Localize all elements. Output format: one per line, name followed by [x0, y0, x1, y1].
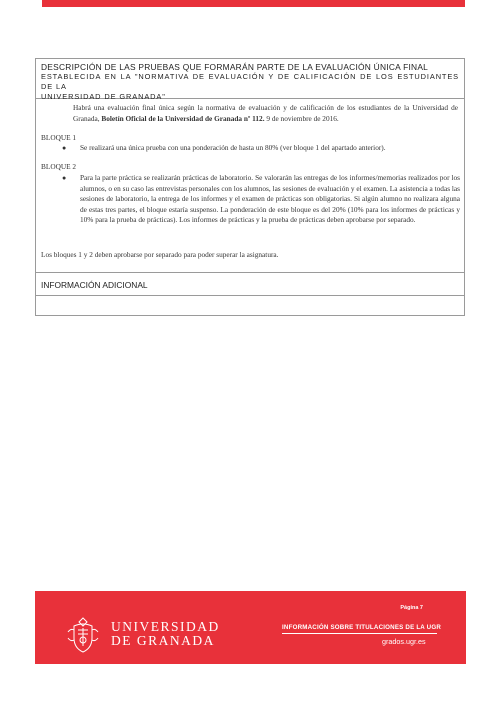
- intro-line2-post: 9 de noviembre de 2016.: [264, 113, 339, 123]
- bloque2-item: Para la parte práctica se realizarán prácticas de laboratorio. Se valorarán las entregas de los informes/memorias realizados por los alumnos, o en su caso las entrevistas personales con los alumnos, las sesiones de evaluación y el examen. La asistencia a todas las sesiones de laboratorio, la entrega de los informes y el examen de prácticas son obligatorias. Si algún alumno no realizara alguna de estas tres partes, el bloque estaría suspenso. La ponderación de este bloque es del 20% (10% para los informes de prácticas y 10% para la prueba de prácticas). Los informes de prácticas y la prueba de prácticas deben aprobarse por separado.: [80, 173, 460, 225]
- intro-line2-pre: Universidad de Granada,: [73, 103, 458, 123]
- intro-paragraph: [73, 103, 458, 124]
- page-number: Página 7: [400, 605, 423, 611]
- university-crest-icon: [65, 616, 101, 654]
- top-accent-bar: [42, 0, 465, 7]
- bloque2-bullet-icon: ●: [62, 174, 67, 182]
- titulaciones-link-title[interactable]: INFORMACIÓN SOBRE TITULACIONES DE LA UGR: [282, 624, 442, 631]
- section-header: [36, 59, 464, 99]
- info-header: INFORMACIÓN ADICIONAL: [36, 273, 464, 296]
- university-name-line1: UNIVERSIDAD: [111, 619, 220, 634]
- grados-url-link[interactable]: grados.ugr.es: [382, 637, 426, 646]
- section-header-line2: ESTABLECIDA EN LA "NORMATIVA DE EVALUACIÓN Y DE CALIFICACIÓN DE LOS ESTUDIANTES DE LA: [41, 72, 459, 91]
- university-name: [111, 620, 220, 648]
- university-name-line2: DE GRANADA: [111, 633, 215, 648]
- titulaciones-underline: [282, 633, 437, 634]
- bloque1-item: Se realizará una única prueba con una ponderación de hasta un 80% (ver bloque 1 del apartado anterior).: [80, 143, 386, 152]
- bloque1-bullet-icon: ●: [62, 144, 67, 152]
- intro-line1: Habrá una evaluación final única según la normativa de evaluación y de calificación de los estudiantes de la: [73, 103, 410, 112]
- section-header-line3: UNIVERSIDAD DE GRANADA": [41, 92, 166, 101]
- bloque1-title: BLOQUE 1: [41, 133, 77, 142]
- footer-banner: [35, 591, 466, 664]
- closing-note: Los bloques 1 y 2 deben aprobarse por separado para poder superar la asignatura.: [41, 250, 279, 259]
- evaluation-table: [35, 58, 465, 316]
- bloque2-title: BLOQUE 2: [41, 162, 77, 171]
- intro-bulletin-ref: Boletín Oficial de la Universidad de Granada nº 112.: [101, 113, 265, 123]
- section-header-line1: DESCRIPCIÓN DE LAS PRUEBAS QUE FORMARÁN PARTE DE LA EVALUACIÓN ÚNICA FINAL: [41, 62, 429, 72]
- section-content: [36, 99, 464, 273]
